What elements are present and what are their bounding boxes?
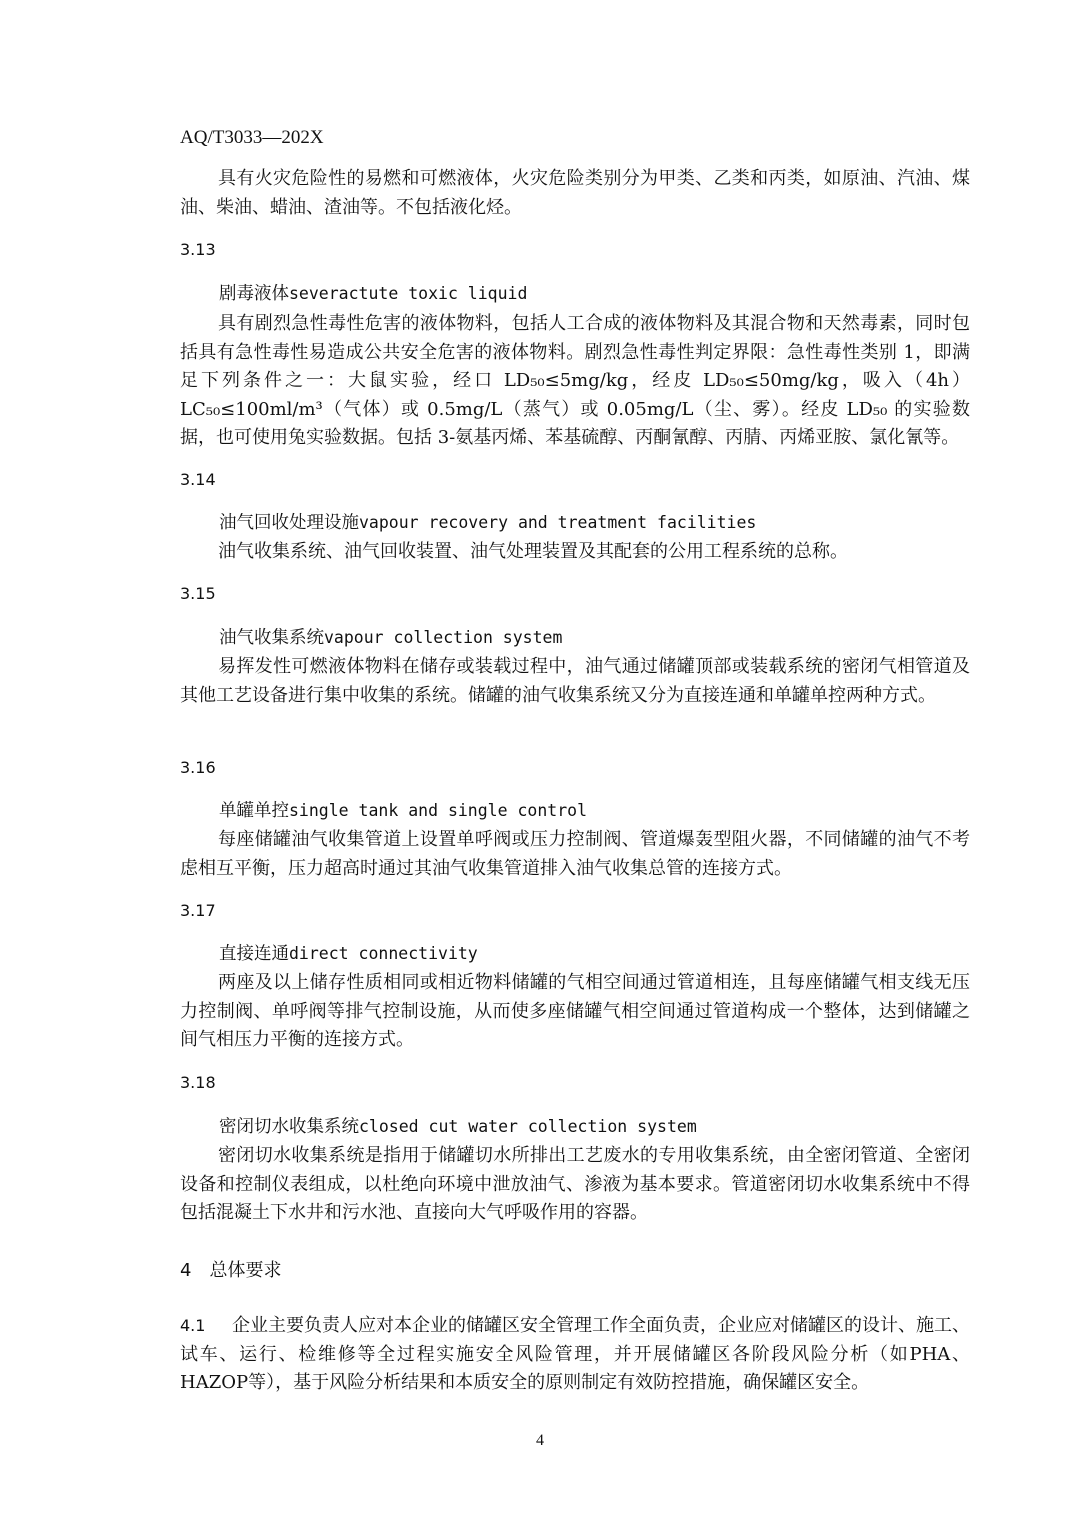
term-en: direct connectivity	[289, 944, 478, 963]
term-3-15	[219, 626, 562, 650]
term-en: severactute toxic liquid	[289, 284, 528, 303]
term-3-14	[219, 511, 756, 535]
term-zh: 单罐单控	[219, 801, 289, 821]
term-zh: 直接连通	[219, 944, 289, 964]
term-en: vapour recovery and treatment facilities	[359, 513, 757, 532]
section-title: 总体要求	[209, 1260, 282, 1281]
term-3-13	[219, 282, 527, 306]
intro-paragraph: 具有火灾危险性的易燃和可燃液体，火灾危险类别分为甲类、乙类和丙类，如原油、汽油、煤油、柴油、蜡油、渣油等。不包括液化烃。	[180, 168, 970, 218]
section-heading	[180, 1259, 281, 1283]
page-number: 4	[536, 1432, 544, 1449]
clause-number-3-14: 3.14	[180, 470, 216, 489]
clause-number-3-18: 3.18	[180, 1073, 216, 1092]
term-zh: 油气回收处理设施	[219, 513, 359, 533]
subclause-number: 4.1	[180, 1316, 206, 1335]
definition-3-13: 具有剧烈急性毒性危害的液体物料，包括人工合成的液体物料及其混合物和天然毒素，同时包括具有急性毒性易造成公共安全危害的液体物料。剧烈急性毒性判定界限：急性毒性类别 1，即满足下列条件之一：大鼠实验，经口 LD₅₀≤5mg/kg，经皮 LD₅₀≤50mg/kg，吸入（4h）LC₅₀≤100ml/m³（气体）或 0.5mg/L（蒸气）或 0.05mg/L（尘、雾）。经皮 LD₅₀ 的实验数据，也可使用兔实验数据。包括 3-氨基丙烯、苯基硫醇、丙酮氰醇、丙腈、丙烯亚胺、氯化氰等。	[180, 313, 970, 449]
clause-number-3-16: 3.16	[180, 758, 216, 777]
definition-3-15: 易挥发性可燃液体物料在储存或装载过程中，油气通过储罐顶部或装载系统的密闭气相管道及其他工艺设备进行集中收集的系统。储罐的油气收集系统又分为直接连通和单罐单控两种方式。	[180, 656, 970, 706]
section-number: 4	[180, 1260, 192, 1281]
term-en: vapour collection system	[324, 628, 563, 647]
clause-number-3-13: 3.13	[180, 240, 216, 259]
definition-3-14: 油气收集系统、油气回收装置、油气处理装置及其配套的公用工程系统的总称。	[218, 541, 848, 562]
clause-number-3-17: 3.17	[180, 901, 216, 920]
term-3-18	[219, 1115, 697, 1139]
subclause-4-1	[180, 1312, 970, 1398]
definition-3-17: 两座及以上储存性质相同或相近物料储罐的气相空间通过管道相连，且每座储罐气相支线无压力控制阀、单呼阀等排气控制设施，从而使多座储罐气相空间通过管道构成一个整体，达到储罐之间气相压力平衡的连接方式。	[180, 972, 970, 1051]
term-en: single tank and single control	[289, 801, 588, 820]
term-3-17	[219, 942, 478, 966]
term-3-16	[219, 799, 587, 823]
definition-3-18: 密闭切水收集系统是指用于储罐切水所排出工艺废水的专用收集系统，由全密闭管道、全密闭设备和控制仪表组成，以杜绝向环境中泄放油气、渗液为基本要求。管道密闭切水收集系统中不得包括混凝土下水井和污水池、直接向大气呼吸作用的容器。	[180, 1145, 970, 1224]
term-zh: 密闭切水收集系统	[219, 1117, 359, 1137]
term-en: closed cut water collection system	[359, 1117, 697, 1136]
definition-3-16: 每座储罐油气收集管道上设置单呼阀或压力控制阀、管道爆轰型阻火器，不同储罐的油气不考虑相互平衡，压力超高时通过其油气收集管道排入油气收集总管的连接方式。	[180, 829, 970, 879]
term-zh: 油气收集系统	[219, 628, 324, 648]
subclause-text: 企业主要负责人应对本企业的储罐区安全管理工作全面负责，企业应对储罐区的设计、施工、试车、运行、检维修等全过程实施安全风险管理，并开展储罐区各阶段风险分析（如PHA、HAZOP等），基于风险分析结果和本质安全的原则制定有效防控措施，确保罐区安全。	[180, 1315, 970, 1394]
clause-number-3-15: 3.15	[180, 584, 216, 603]
standard-code: AQ/T3033—202X	[180, 127, 324, 148]
term-zh: 剧毒液体	[219, 284, 289, 304]
